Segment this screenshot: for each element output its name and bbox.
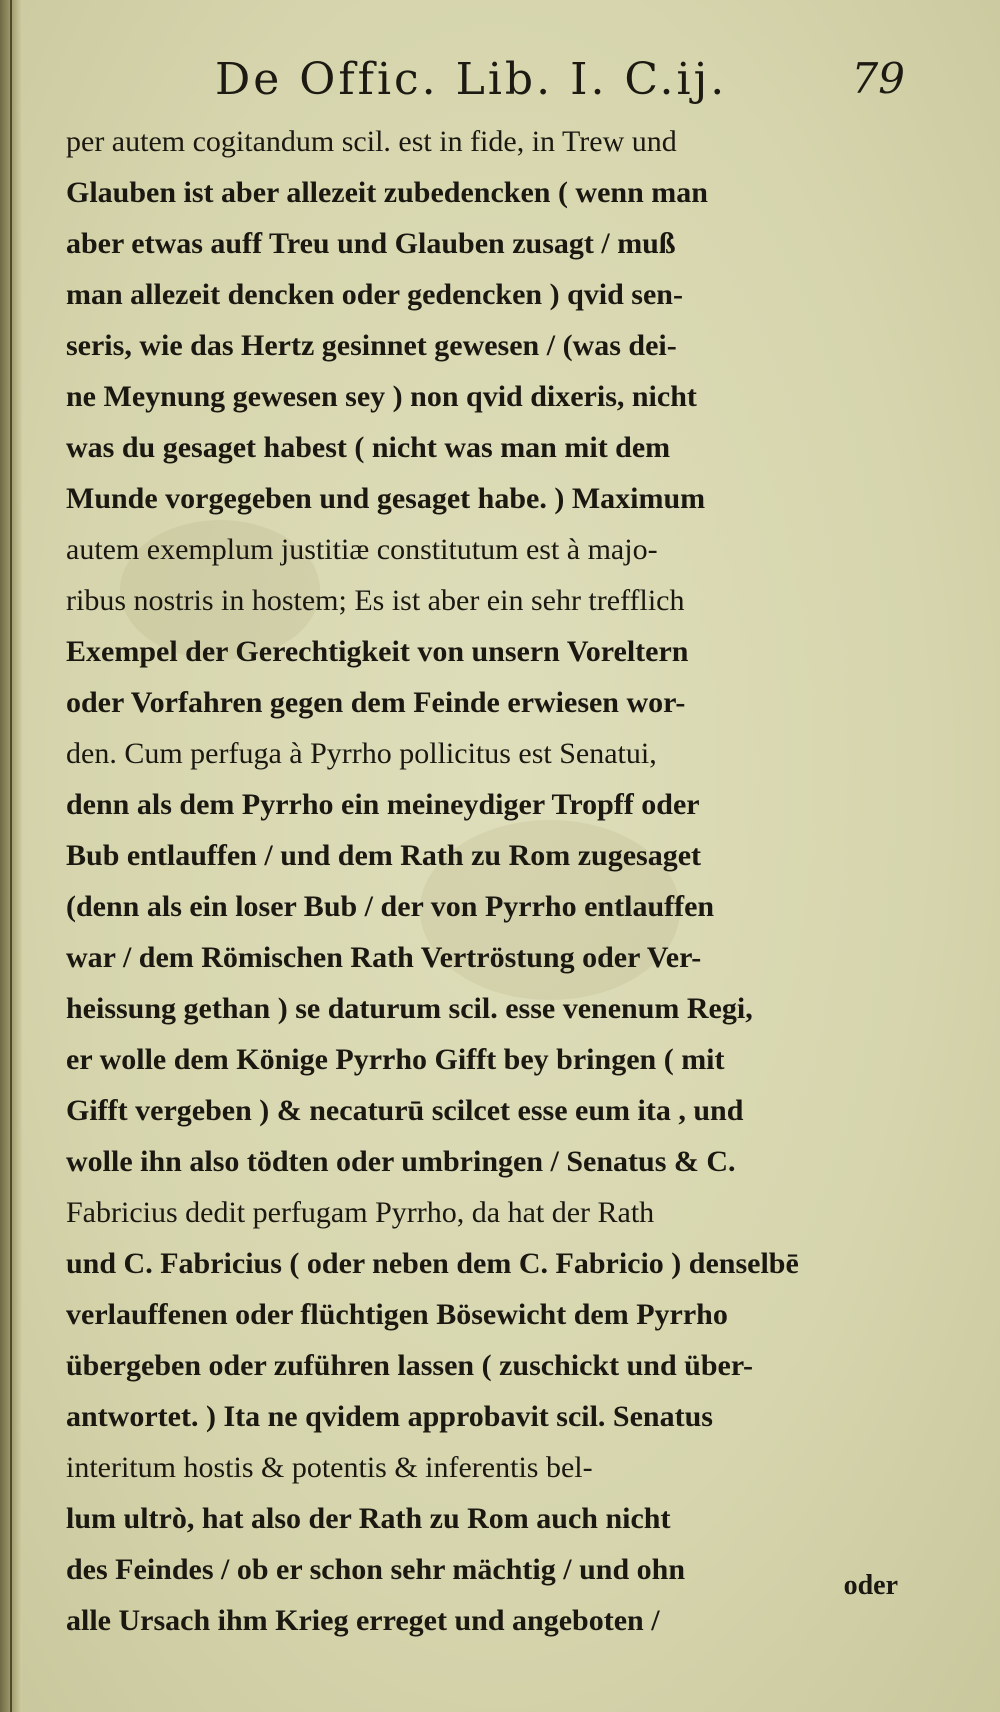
body-text xyxy=(66,116,896,1646)
text-line: er wolle dem Könige Pyrrho Gifft bey bringen ( mit xyxy=(66,1043,725,1076)
text-line: ribus nostris in hostem; Es ist aber ein sehr trefflich xyxy=(66,584,685,617)
text-line: lum ultrò, hat also der Rath zu Rom auch nicht xyxy=(66,1502,671,1535)
page-number: 79 xyxy=(851,54,905,103)
catchword: oder xyxy=(843,1570,898,1601)
text-line: Glauben ist aber allezeit zubedencken ( wenn man xyxy=(66,176,708,209)
text-line: Exempel der Gerechtigkeit von unsern Voreltern xyxy=(66,635,689,668)
text-line: oder Vorfahren gegen dem Feinde erwiesen wor- xyxy=(66,686,686,719)
text-line: seris, wie das Hertz gesinnet gewesen / (was dei- xyxy=(66,329,677,362)
text-line: und C. Fabricius ( oder neben dem C. Fabricio ) denselbē xyxy=(66,1247,799,1280)
running-header xyxy=(215,52,905,112)
text-line: heissung gethan ) se daturum scil. esse venenum Regi, xyxy=(66,992,753,1025)
text-line: Bub entlauffen / und dem Rath zu Rom zugesaget xyxy=(66,839,702,872)
text-line: man allezeit dencken oder gedencken ) qvid sen- xyxy=(66,278,683,311)
text-line: ne Meynung gewesen sey ) non qvid dixeris, nicht xyxy=(66,380,697,413)
text-line: denn als dem Pyrrho ein meineydiger Tropff oder xyxy=(66,788,700,821)
text-line: autem exemplum justitiæ constitutum est à majo- xyxy=(66,533,658,566)
text-line: aber etwas auff Treu und Glauben zusagt / muß xyxy=(66,227,676,260)
text-line: verlauffenen oder flüchtigen Bösewicht dem Pyrrho xyxy=(66,1298,728,1331)
text-line: per autem cogitandum scil. est in fide, in Trew und xyxy=(66,125,677,158)
text-line: was du gesaget habest ( nicht was man mit dem xyxy=(66,431,671,464)
text-line: interitum hostis & potentis & inferentis bel- xyxy=(66,1451,593,1484)
text-line: Gifft vergeben ) & necaturū scilcet esse eum ita , und xyxy=(66,1094,744,1127)
text-line: antwortet. ) Ita ne qvidem approbavit scil. Senatus xyxy=(66,1400,713,1433)
text-line: alle Ursach ihm Krieg erreget und angeboten / xyxy=(66,1604,660,1637)
text-line: den. Cum perfuga à Pyrrho pollicitus est Senatui, xyxy=(66,737,657,770)
running-title: De Offic. Lib. I. C.ij. xyxy=(215,54,728,105)
binding-line xyxy=(10,0,12,1712)
text-line: Fabricius dedit perfugam Pyrrho, da hat der Rath xyxy=(66,1196,655,1229)
text-line: war / dem Römischen Rath Vertröstung oder Ver- xyxy=(66,941,702,974)
text-line: wolle ihn also tödten oder umbringen / Senatus & C. xyxy=(66,1145,736,1178)
text-line: des Feindes / ob er schon sehr mächtig / und ohn xyxy=(66,1553,685,1586)
text-line: übergeben oder zuführen lassen ( zuschickt und über- xyxy=(66,1349,754,1382)
text-line: Munde vorgegeben und gesaget habe. ) Maximum xyxy=(66,482,706,515)
text-line: (denn als ein loser Bub / der von Pyrrho entlauffen xyxy=(66,890,715,923)
